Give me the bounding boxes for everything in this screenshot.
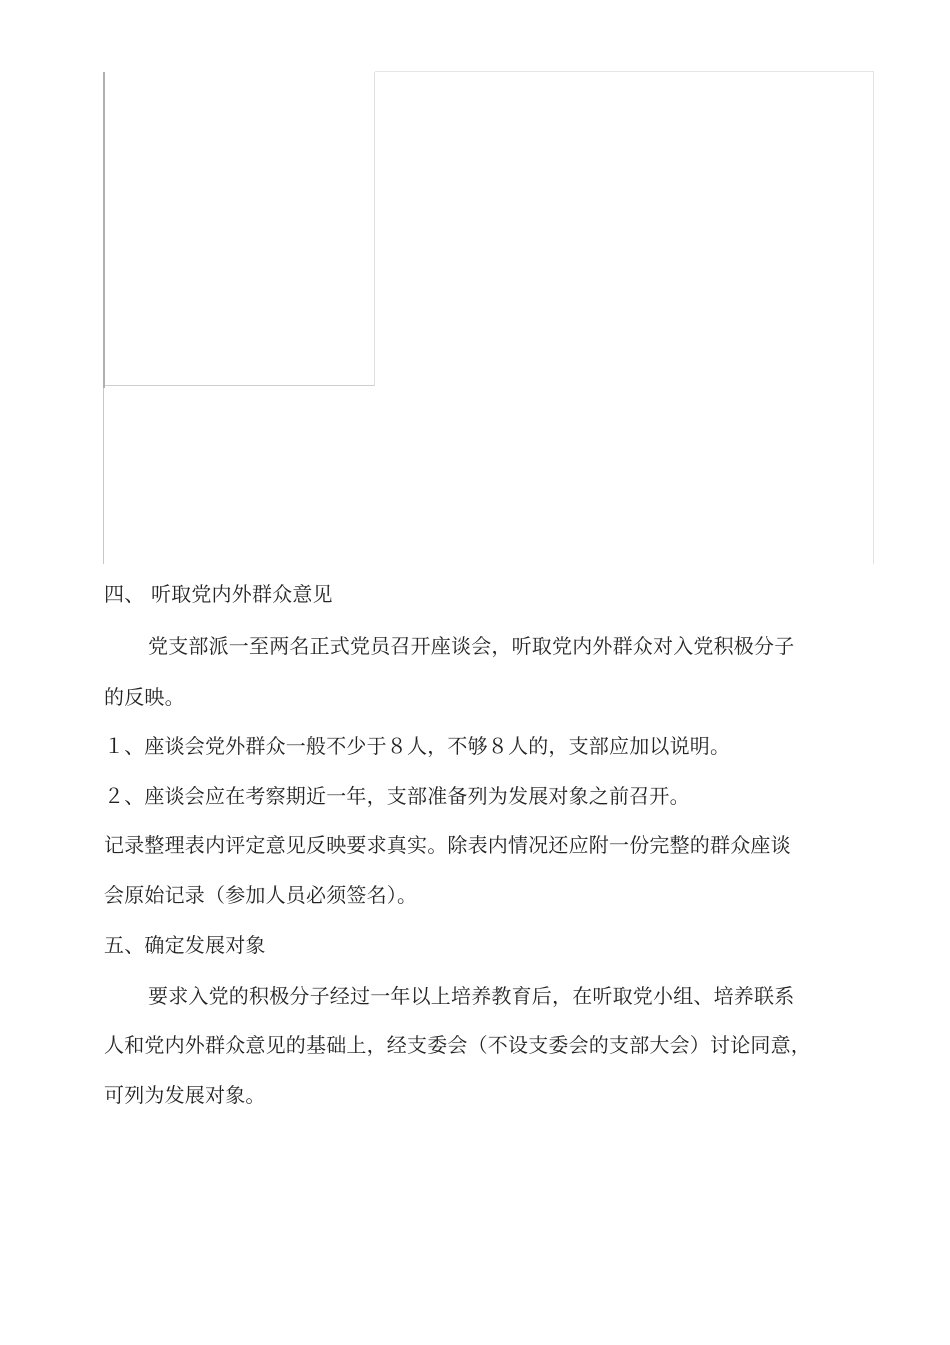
section4-item2: ２、座谈会应在考察期近一年，支部准备列为发展对象之前召开。 [104, 784, 690, 808]
section5-heading: 五、确定发展对象 [104, 933, 266, 957]
section4-item1: １、座谈会党外群众一般不少于８人，不够８人的，支部应加以说明。 [104, 734, 731, 758]
section4-para2-line1: 记录整理表内评定意见反映要求真实。除表内情况还应附一份完整的群众座谈 [104, 833, 791, 857]
section4-heading: 四、 听取党内外群众意见 [104, 582, 333, 606]
section4-para2-line2: 会原始记录（参加人员必须签名）。 [104, 883, 418, 907]
table-top-border [375, 71, 874, 72]
section4-para1-line1: 党支部派一至两名正式党员召开座谈会，听取党内外群众对入党积极分子 [148, 634, 795, 658]
section5-para-line2: 人和党内外群众意见的基础上，经支委会（不设支委会的支部大会）讨论同意， [104, 1033, 811, 1057]
table-cell [103, 72, 375, 386]
table-right-border [873, 72, 874, 564]
table-cell-left-border [103, 72, 105, 388]
section5-para-line3: 可列为发展对象。 [104, 1083, 266, 1107]
section4-para1-line2: 的反映。 [104, 685, 185, 709]
section5-para-line1: 要求入党的积极分子经过一年以上培养教育后，在听取党小组、培养联系 [148, 984, 795, 1008]
